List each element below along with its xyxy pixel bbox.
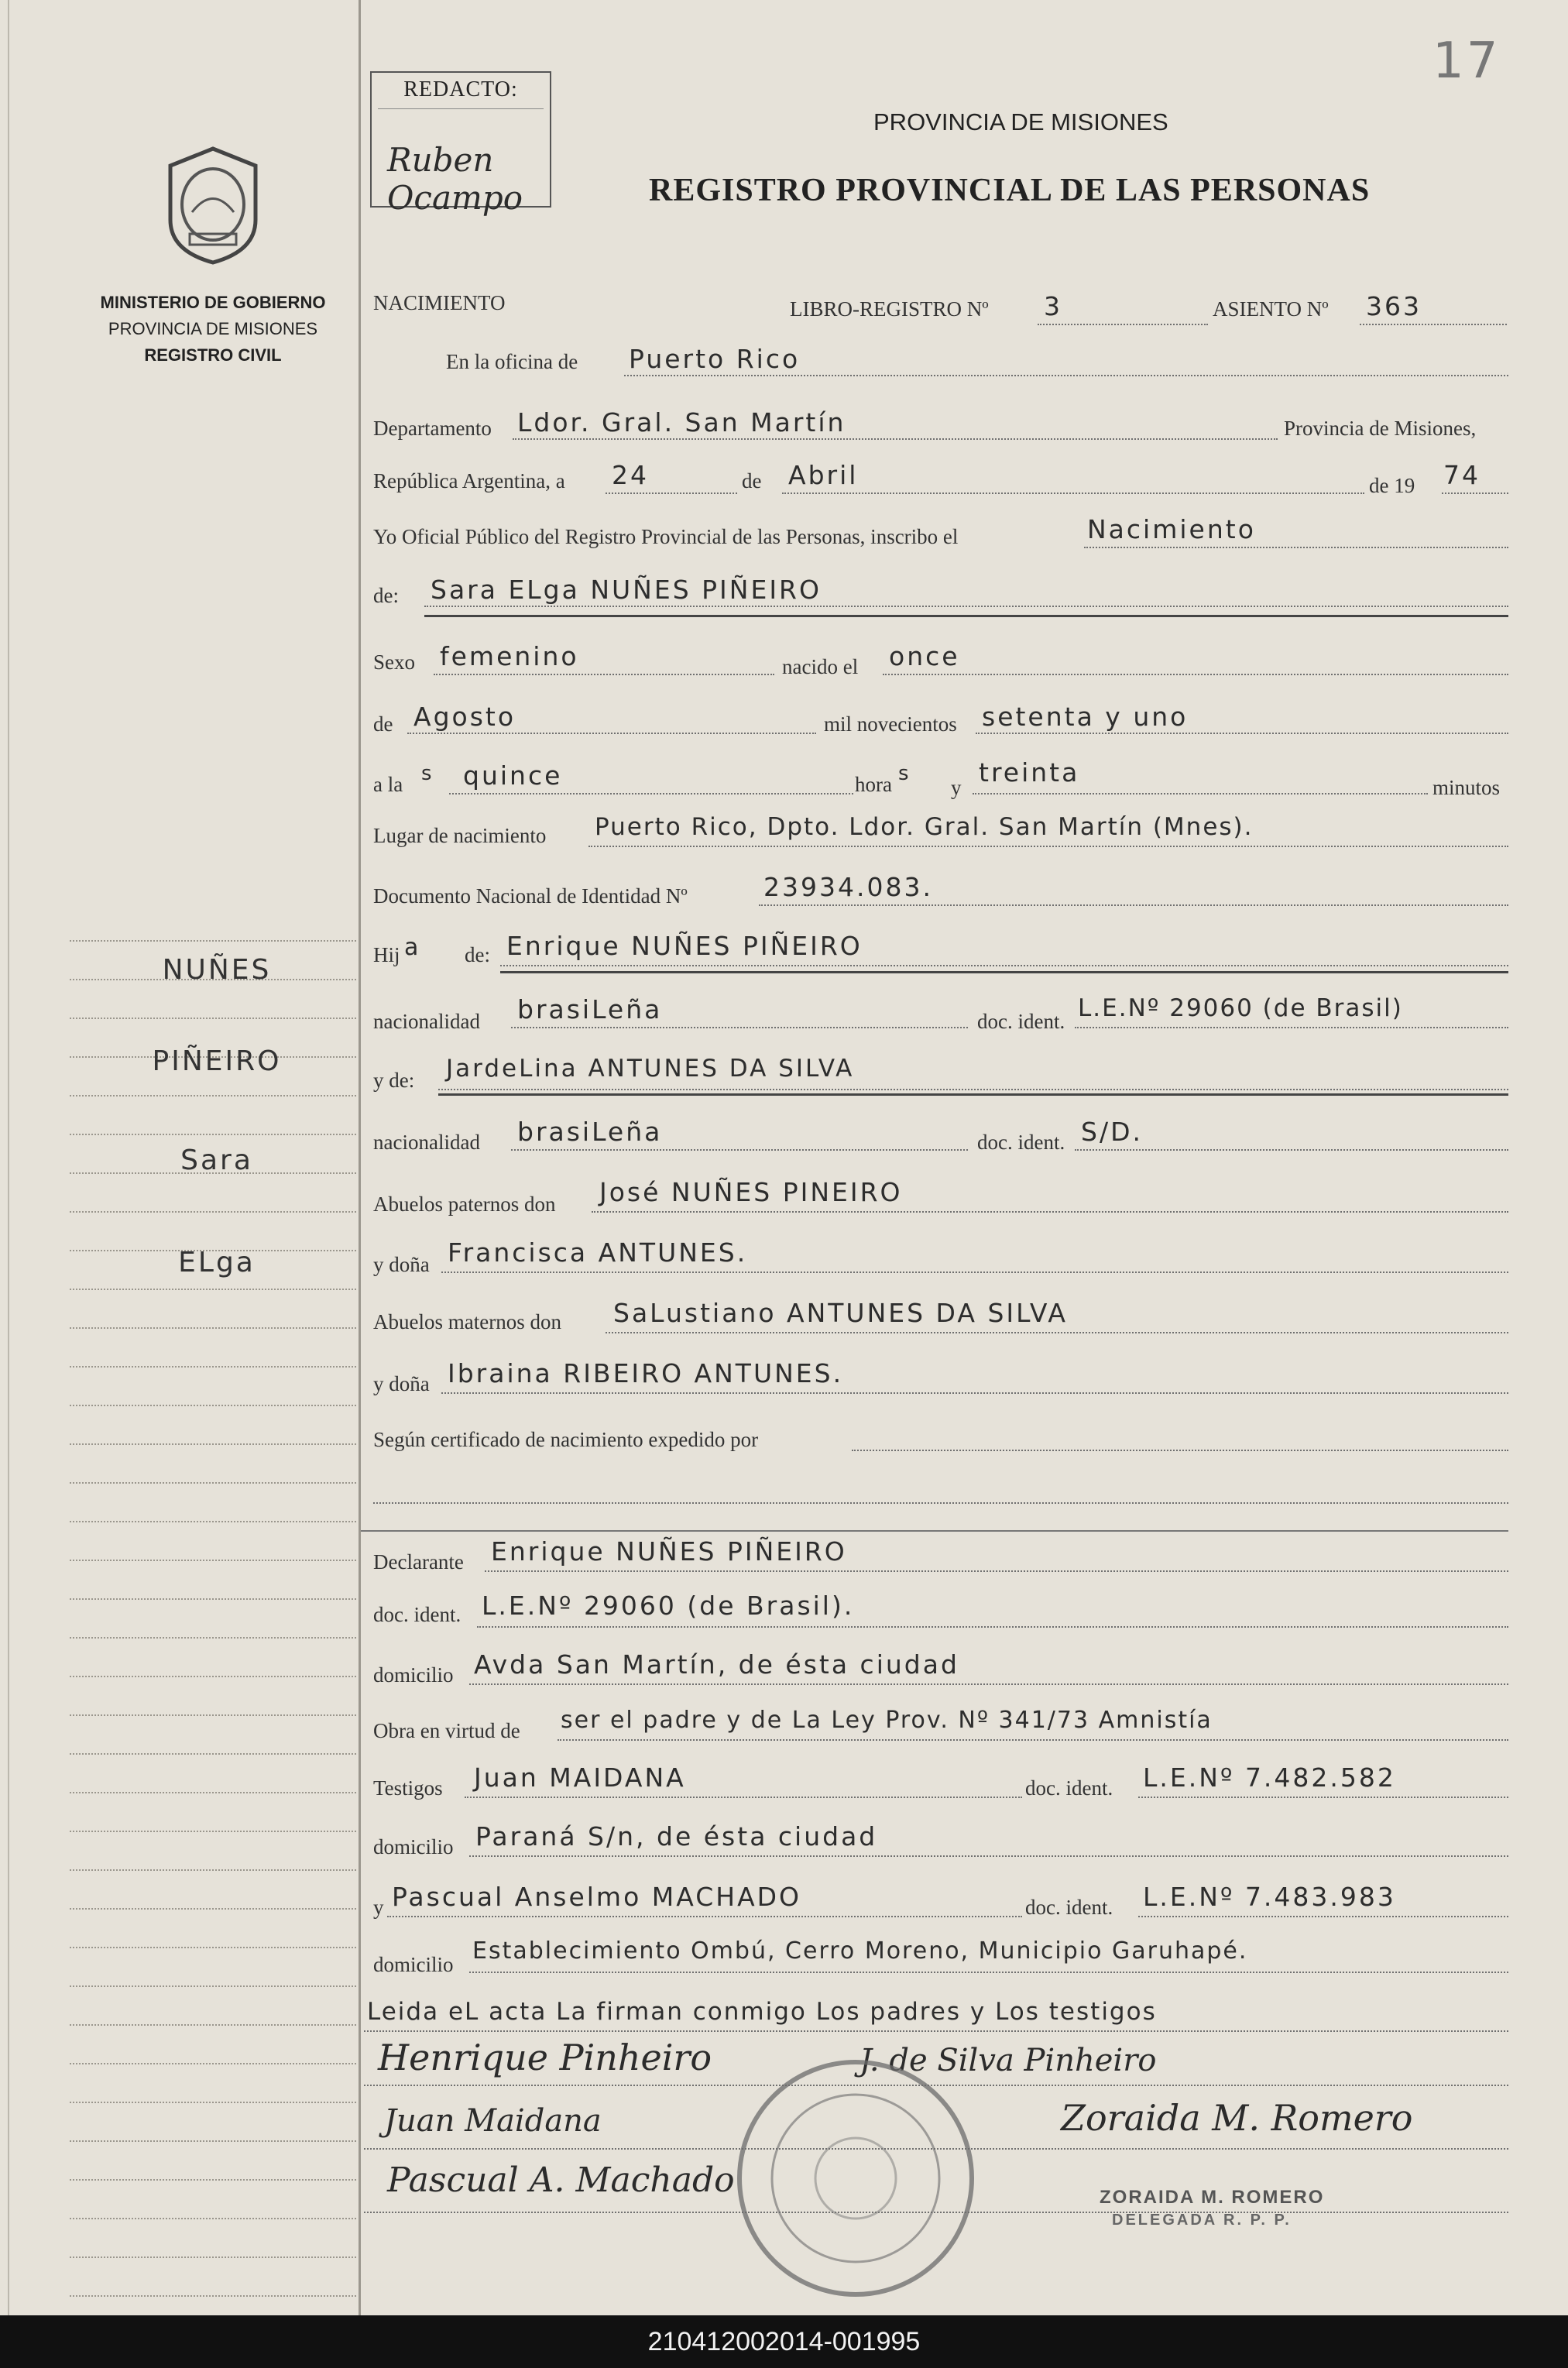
departamento-label: Departamento [373, 417, 492, 440]
asiento-value: 363 [1366, 291, 1422, 321]
registry-label: REGISTRO CIVIL [144, 345, 282, 365]
declarante-value: Enrique NUÑES PIÑEIRO [491, 1536, 847, 1567]
margin-rule-line [70, 1018, 356, 1020]
hija-label: Hij [373, 943, 400, 966]
abuelos-mat-label: Abuelos maternos don [373, 1310, 561, 1333]
decl-doc-value: L.E.Nº 29060 (de Brasil). [482, 1591, 855, 1621]
hija-suffix: a [404, 934, 421, 961]
margin-rule-line [70, 1134, 356, 1136]
margin-rule-line [70, 1676, 356, 1678]
minutos-label: minutos [1432, 776, 1501, 799]
margin-given-name-1: Sara [180, 1145, 253, 1176]
footer-id: 210412002014-001995 [0, 2315, 1568, 2368]
padre-doc-label: doc. ident. [977, 1010, 1065, 1033]
mes-nac-prefix: de [373, 712, 393, 736]
margin-rule [359, 0, 361, 2315]
horas-suffix: s [898, 762, 911, 785]
anio-nac-value: setenta y uno [982, 702, 1189, 732]
asiento-label: ASIENTO Nº [1213, 297, 1329, 321]
redacto-signature: Ruben Ocampo [387, 141, 523, 217]
margin-rule-line [70, 1908, 356, 1910]
testigo2-dom-value: Establecimiento Ombú, Cerro Moreno, Municipio Garuhapé. [472, 1937, 1248, 1965]
margin-rule-line [70, 1327, 356, 1330]
province-seal-icon [155, 142, 271, 266]
abuelo-pat-value: José NUÑES PINEIRO [599, 1177, 903, 1207]
declarante-label: Declarante [373, 1550, 464, 1574]
margin-rule-line [70, 1095, 356, 1097]
margin-rule-line [70, 1869, 356, 1872]
dni-label: Documento Nacional de Identidad Nº [373, 884, 688, 908]
margin-rule-line [70, 1482, 356, 1484]
mil-label: mil novecientos [824, 712, 957, 736]
testigo1-dom-label: domicilio [373, 1835, 454, 1858]
testigo1-doc-value: L.E.Nº 7.482.582 [1143, 1762, 1396, 1793]
alas-suffix: s [421, 762, 434, 785]
minutos-value: treinta [979, 757, 1080, 788]
madre-nac-label: nacionalidad [373, 1131, 480, 1154]
abuelo-mat-value: SaLustiano ANTUNES DA SILVA [613, 1298, 1068, 1328]
margin-rule-line [70, 1366, 356, 1368]
testigos-label: Testigos [373, 1776, 443, 1800]
margin-rule-line [70, 2024, 356, 2027]
testigo1-doc-label: doc. ident. [1025, 1776, 1113, 1800]
testigo2-doc-value: L.E.Nº 7.483.983 [1143, 1882, 1396, 1912]
mes-nac-value: Agosto [413, 702, 516, 732]
ministry-label: MINISTERIO DE GOBIERNO [100, 293, 326, 312]
signature-witness-1: Juan Maidana [384, 2103, 602, 2139]
signature-father: Henrique Pinheiro [378, 2037, 712, 2078]
signature-mother: J. de Silva Pinheiro [859, 2043, 1157, 2078]
alas-label: a la [373, 773, 403, 796]
signature-officer: Zoraida M. Romero [1061, 2097, 1413, 2139]
lugar-label: Lugar de nacimiento [373, 824, 547, 847]
margin-rule-line [70, 2256, 356, 2259]
margin-rule-line [70, 1947, 356, 1949]
decl-dom-label: domicilio [373, 1663, 454, 1687]
margin-rule-line [70, 1521, 356, 1523]
act-type-label: NACIMIENTO [373, 291, 506, 314]
margin-rule-line [70, 1289, 356, 1291]
segun-line [852, 1422, 1508, 1451]
lugar-value: Puerto Rico, Dpto. Ldor. Gral. San Martín (Mnes). [595, 813, 1254, 841]
margin-surname-1: NUÑES [162, 954, 272, 986]
redacto-label: REDACTO: [403, 77, 518, 101]
testigo2-dom-label: domicilio [373, 1953, 454, 1976]
province-title: PROVINCIA DE MISIONES [873, 108, 1168, 136]
official-stamp-icon [728, 2051, 983, 2306]
margin-rule-line [70, 2102, 356, 2104]
nombre-value: Sara ELga NUÑES PIÑEIRO [431, 575, 822, 605]
province-label: PROVINCIA DE MISIONES [108, 319, 318, 338]
hora-value: quince [463, 760, 563, 791]
officer-title-stamp: DELEGADA R. P. P. [1112, 2212, 1292, 2229]
margin-rule-line [70, 2063, 356, 2065]
oficial-label: Yo Oficial Público del Registro Provincial de las Personas, inscribo el [373, 525, 959, 548]
obra-value: ser el padre y de La Ley Prov. Nº 341/73 Amnistía [561, 1707, 1213, 1734]
madre-underline [438, 1093, 1508, 1096]
nacido-value: once [889, 641, 960, 671]
hija-de-label: de: [465, 943, 490, 966]
margin-rule-line [70, 2140, 356, 2143]
dia-value: 24 [612, 460, 649, 490]
page-number: 17 [1432, 33, 1501, 90]
anio-value: 74 [1443, 460, 1481, 490]
cierre-value: Leida eL acta La firman conmigo Los padres y Los testigos [367, 1998, 1157, 2026]
madre-value: JardeLina ANTUNES DA SILVA [446, 1055, 855, 1083]
dni-value: 23934.083. [763, 872, 933, 902]
margin-rule-line [70, 2295, 356, 2298]
sexo-value: femenino [440, 641, 579, 671]
decl-dom-value: Avda San Martín, de ésta ciudad [474, 1649, 959, 1680]
margin-rule-line [70, 1560, 356, 1562]
margin-surname-2: PIÑEIRO [152, 1045, 282, 1077]
segun-label: Según certificado de nacimiento expedido por [373, 1428, 759, 1451]
nacido-line [883, 646, 1508, 675]
margin-rule-line [70, 1792, 356, 1794]
madre-label: y de: [373, 1069, 415, 1092]
margin-rule-line [70, 2218, 356, 2220]
segun-line-2 [373, 1474, 1508, 1504]
redacto-box [370, 71, 551, 217]
margin-rule-line [70, 940, 356, 942]
margin-given-name-2: ELga [178, 1247, 256, 1278]
oficina-value: Puerto Rico [629, 344, 801, 374]
abuela-mat-value: Ibraina RIBEIRO ANTUNES. [448, 1358, 844, 1388]
republica-label: República Argentina, a [373, 469, 565, 492]
libro-value: 3 [1044, 291, 1062, 321]
abuela-mat-label: y doña [373, 1372, 430, 1395]
y-label: y [951, 776, 962, 799]
margin-rule-line [70, 1211, 356, 1213]
mes-line [782, 465, 1364, 494]
abuelos-pat-label: Abuelos paternos don [373, 1193, 556, 1216]
nacido-label: nacido el [782, 655, 859, 678]
signature-witness-2: Pascual A. Machado [387, 2160, 735, 2200]
margin-rule-line [70, 1714, 356, 1717]
testigo2-prefix: y [373, 1896, 384, 1919]
departamento-value: Ldor. Gral. San Martín [517, 407, 846, 438]
margin-rule-line [70, 1831, 356, 1833]
padre-nac-label: nacionalidad [373, 1010, 480, 1033]
anio-label: de 19 [1369, 474, 1415, 497]
libro-line [1038, 296, 1208, 325]
sexo-label: Sexo [373, 650, 415, 674]
officer-name-stamp: ZORAIDA M. ROMERO [1100, 2187, 1325, 2208]
testigo1-value: Juan MAIDANA [474, 1762, 686, 1793]
page-edge-line [8, 0, 9, 2315]
margin-rule-line [70, 1753, 356, 1755]
oficina-label: En la oficina de [446, 350, 578, 373]
testigo1-dom-value: Paraná S/n, de ésta ciudad [475, 1821, 878, 1852]
provincia-label: Provincia de Misiones, [1284, 417, 1477, 440]
libro-label: LIBRO-REGISTRO Nº [790, 297, 989, 321]
margin-rule-line [70, 2179, 356, 2181]
padre-nac-value: brasiLeña [517, 994, 663, 1024]
padre-doc-value: L.E.Nº 29060 (de Brasil) [1078, 994, 1403, 1022]
nombre-prefix: de: [373, 584, 399, 607]
madre-doc-value: S/D. [1081, 1117, 1143, 1147]
obra-label: Obra en virtud de [373, 1719, 520, 1742]
testigo2-doc-label: doc. ident. [1025, 1896, 1113, 1919]
madre-nac-value: brasiLeña [517, 1117, 663, 1147]
testigo2-value: Pascual Anselmo MACHADO [392, 1882, 802, 1912]
abuela-pat-label: y doña [373, 1253, 430, 1276]
mes-value: Abril [788, 460, 859, 490]
de-label: de [742, 469, 762, 492]
padre-underline [500, 971, 1508, 973]
section-divider [361, 1530, 1508, 1532]
registry-title: REGISTRO PROVINCIAL DE LAS PERSONAS [649, 173, 1371, 208]
margin-rule-line [70, 1637, 356, 1639]
redacto-divider [378, 108, 544, 109]
decl-doc-label: doc. ident. [373, 1603, 461, 1626]
margin-rule-line [70, 1405, 356, 1407]
oficial-value: Nacimiento [1087, 514, 1256, 544]
margin-rule-line [70, 1598, 356, 1601]
horas-label: hora [855, 773, 892, 796]
margin-rule-line [70, 1985, 356, 1988]
padre-value: Enrique NUÑES PIÑEIRO [506, 931, 863, 961]
abuela-pat-value: Francisca ANTUNES. [448, 1237, 748, 1268]
nombre-underline [424, 615, 1508, 617]
margin-rule-line [70, 1443, 356, 1446]
madre-doc-label: doc. ident. [977, 1131, 1065, 1154]
